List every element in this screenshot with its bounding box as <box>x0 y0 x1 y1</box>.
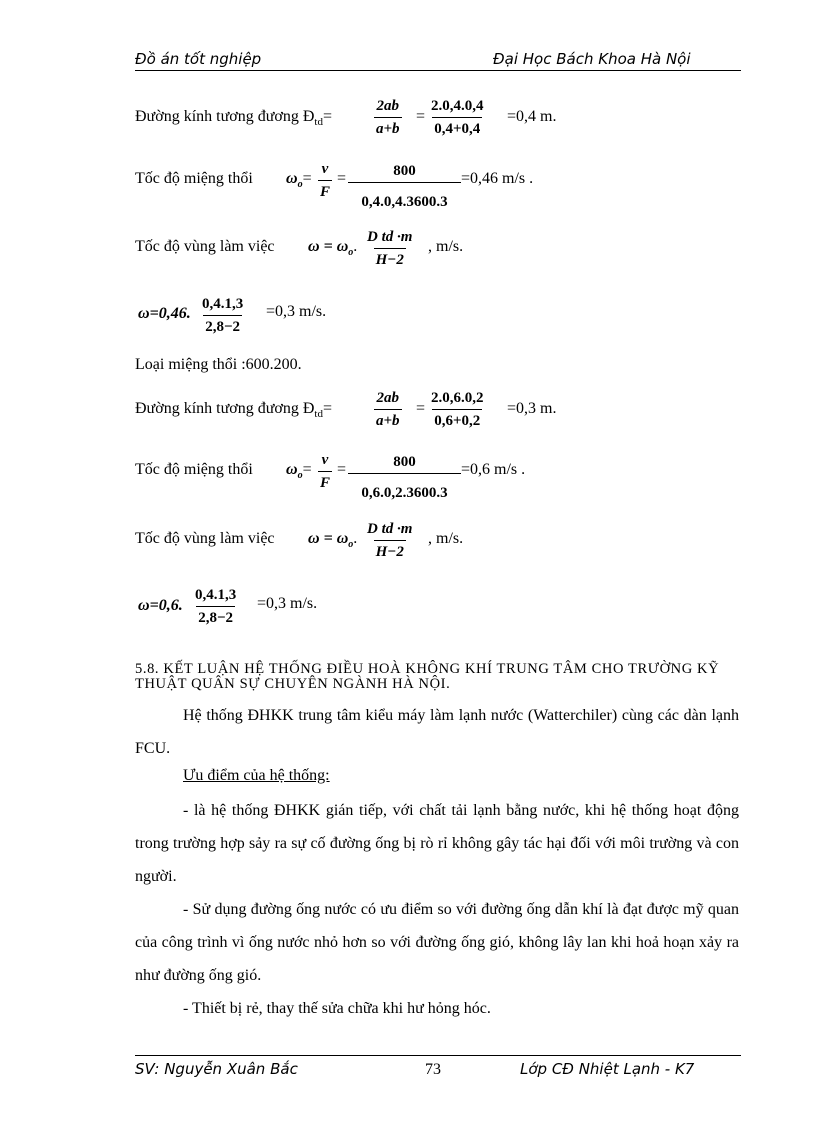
fraction-denominator: H−2 <box>374 540 406 560</box>
diameter-subscript: td <box>314 116 323 129</box>
advantage-1: - là hệ thống ĐHKK gián tiếp, với chất tải lạnh bằng nước, khi hệ thống hoạt động trong trường hợp sảy ra sự cố đường ống bị rò rỉ không gây tác hại đối với môi trường và con người. <box>135 802 739 885</box>
outlet-type: Loại miệng thổi :600.200. <box>135 356 302 373</box>
work-speed-label: Tốc độ vùng làm việc <box>135 530 275 547</box>
fraction-numerator: 2.0,4.0,4 <box>431 98 484 114</box>
omega-symbol: ω <box>286 170 298 187</box>
fraction-denominator: 2,8−2 <box>196 606 235 626</box>
diameter-subscript: td <box>314 408 323 421</box>
fraction-numerator: 2ab <box>376 390 400 406</box>
outlet-speed-label: Tốc độ miệng thổi <box>135 170 253 187</box>
outlet-speed-eq2: = <box>337 170 347 187</box>
work-speed-fraction <box>365 230 414 268</box>
outlet-speed-eq: = <box>302 461 312 478</box>
fraction-numerator: 800 <box>393 454 416 470</box>
diameter-fraction-numeric <box>429 99 486 137</box>
fraction-denominator: a+b <box>374 409 402 429</box>
diameter-result: =0,3 m. <box>507 400 557 417</box>
outlet-speed-eq2: = <box>337 461 347 478</box>
omega-subscript: o <box>348 247 354 259</box>
fraction-numerator: 2.0,6.0,2 <box>431 390 484 406</box>
work-speed-label: Tốc độ vùng làm việc <box>135 238 275 255</box>
result-fraction <box>200 297 245 335</box>
work-speed-unit: , m/s. <box>428 530 464 547</box>
diameter-label: Đường kính tương đương Đ <box>135 108 315 125</box>
omega-subscript: o <box>348 539 354 551</box>
result-lhs: ω=0,46. <box>138 305 191 322</box>
diameter-eq: = <box>322 108 332 125</box>
footer-left: SV: Nguyễn Xuân Bắc <box>135 1060 298 1078</box>
footer-right: Lớp CĐ Nhiệt Lạnh - K7 <box>520 1060 695 1078</box>
diameter-eq2: = <box>416 108 426 125</box>
diameter-label: Đường kính tương đương Đ <box>135 400 315 417</box>
result-value: =0,3 m/s. <box>257 595 318 612</box>
diameter-eq2: = <box>416 400 426 417</box>
diameter-result: =0,4 m. <box>507 108 557 125</box>
fraction-numerator: v <box>321 452 329 468</box>
fraction-denominator: F <box>318 471 332 491</box>
outlet-speed-eq: = <box>302 170 312 187</box>
omega-expression: ω = ω <box>308 530 349 547</box>
fraction-denominator: H−2 <box>374 248 406 268</box>
fraction-numerator: 0,4.1,3 <box>202 296 244 312</box>
advantages-title: Ưu điểm của hệ thống: <box>183 767 330 784</box>
work-speed-lhs <box>308 530 357 550</box>
fraction-denominator: 0,6+0,2 <box>432 409 482 429</box>
fraction-numerator: 0,4.1,3 <box>195 587 237 603</box>
outlet-speed-result: =0,6 m/s . <box>461 461 526 478</box>
outlet-speed-fraction-symbolic <box>318 162 332 200</box>
fraction-numerator: 800 <box>393 163 416 179</box>
fraction-denominator: 0,4.0,4.3600.3 <box>348 182 461 210</box>
omega-subscript: o <box>297 470 303 482</box>
page-number: 73 <box>425 1061 441 1078</box>
footer-rule <box>135 1055 741 1056</box>
result-value: =0,3 m/s. <box>266 303 327 320</box>
diameter-formula-2 <box>135 400 332 420</box>
diameter-formula-1 <box>135 108 332 128</box>
result-lhs: ω=0,6. <box>138 597 183 614</box>
diameter-fraction-symbolic <box>374 99 402 137</box>
omega-expression: ω = ω <box>308 238 349 255</box>
advantage-3: - Thiết bị rẻ, thay thế sửa chữa khi hư hỏng hóc. <box>183 1000 491 1017</box>
outlet-speed-fraction-symbolic <box>318 453 332 491</box>
fraction-denominator: 0,6.0,2.3600.3 <box>348 473 461 501</box>
header-right: Đại Học Bách Khoa Hà Nội <box>493 50 691 68</box>
work-speed-unit: , m/s. <box>428 238 464 255</box>
fraction-numerator: D td ·m <box>367 521 413 537</box>
outlet-speed-label: Tốc độ miệng thổi <box>135 461 253 478</box>
outlet-speed-result: =0,46 m/s . <box>461 170 534 187</box>
work-speed-lhs <box>308 238 357 258</box>
outlet-speed-fraction-numeric <box>348 455 461 501</box>
header-left: Đồ án tốt nghiệp <box>135 50 262 68</box>
fraction-numerator: 2ab <box>376 98 400 114</box>
diameter-eq: = <box>322 400 332 417</box>
dot-operator: . <box>353 530 358 547</box>
omega-subscript: o <box>297 179 303 191</box>
fraction-denominator: 0,4+0,4 <box>432 117 482 137</box>
intro-paragraph: Hệ thống ĐHKK trung tâm kiểu máy làm lạnh nước (Watterchiler) cùng các dàn lạnh FCU. <box>135 707 739 757</box>
outlet-speed-lhs <box>286 170 312 190</box>
section-heading: 5.8. KẾT LUẬN HỆ THỐNG ĐIỀU HOÀ KHÔNG KHÍ TRUNG TÂM CHO TRƯỜNG KỸ THUẬT QUÂN SỰ CHUYÊN NGÀNH HÀ NỘI. <box>135 661 720 692</box>
fraction-denominator: 2,8−2 <box>203 315 242 335</box>
diameter-fraction-symbolic <box>374 391 402 429</box>
work-speed-fraction <box>365 522 414 560</box>
result-fraction <box>193 588 238 626</box>
advantage-2: - Sử dụng đường ống nước có ưu điểm so với đường ống dẫn khí là đạt được mỹ quan của công trình vì ống nước nhỏ hơn so với đường ống gió, không lây lan khi hoả hoạn xảy ra như đường ống gió. <box>135 901 739 984</box>
fraction-numerator: v <box>321 161 329 177</box>
dot-operator: . <box>353 238 358 255</box>
fraction-denominator: a+b <box>374 117 402 137</box>
fraction-numerator: D td ·m <box>367 229 413 245</box>
header-rule <box>135 70 741 71</box>
diameter-fraction-numeric <box>429 391 486 429</box>
outlet-speed-fraction-numeric <box>348 164 461 210</box>
outlet-speed-lhs <box>286 461 312 481</box>
fraction-denominator: F <box>318 180 332 200</box>
omega-symbol: ω <box>286 461 298 478</box>
